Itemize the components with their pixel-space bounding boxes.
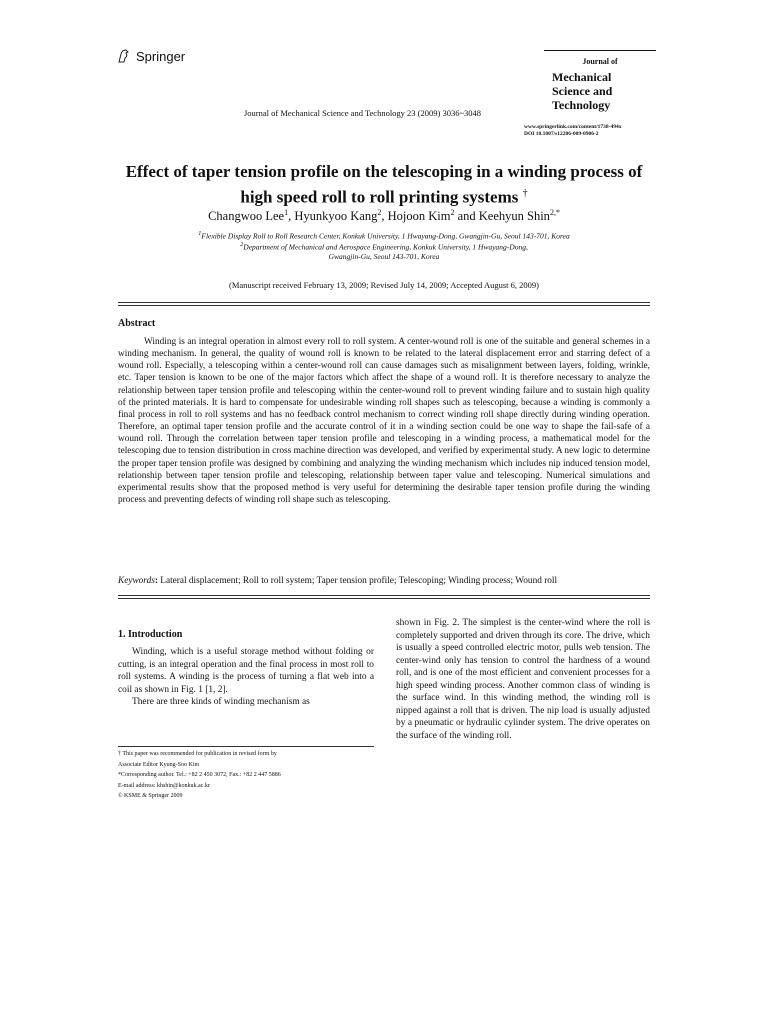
divider — [118, 598, 650, 599]
journal-url[interactable]: www.springerlink.com/content/1738-494x — [524, 124, 622, 130]
divider — [118, 302, 650, 303]
springer-horse-icon — [116, 48, 132, 64]
author-sep: and — [454, 209, 479, 224]
footnote-line: Associate Editor Kyung-Soo Kim — [118, 761, 200, 768]
title-dagger: † — [522, 188, 528, 199]
abstract-text: Winding is an integral operation in almost every roll to roll system. A center-wound roll is one of the suitable and general schemes in a winding mechanism. In general, the quality of wound roll is known to be related to the lateral displacement error and starring defect of a wound roll. Especially, a telescoping within a center-wound roll can cause damages such as misalignment between layers, folding, wrinkle, etc. Taper tension is known to be one of the major factors which affect the shape of a wound roll. It is therefore necessary to analyze the relationship between taper tension profile and telescoping within the center-wound roll to prevent winding failure and to sustain high quality of the printed materials. It is hard to compensate for undesirable winding roll shapes such as telescoping, because a winding is commonly a final process in roll to roll systems and has no feedback control mechanism to correct winding roll shape directly during winding operation. Therefore, an optimal taper tension profile and the accurate control of it in a winding section could be one way to shape the fail-safe of a wound roll. Through the correlation between taper tension profile and telescoping in a winding process, a mathematical model for the telescoping due to tension distribution in cross machine direction was developed, and verified by experimental study. A new logic to determine the proper taper tension profile was designed by combining and analyzing the winding mechanism which includes nip induced tension model, relationship between taper tension profile and telescoping, relationship between taper value and telescoping. Numerical simulations and experimental results show that the proposed method is very useful for determining the desirable taper tension profile during the winding process and preventing defects of winding roll shape such as telescoping. — [118, 337, 650, 506]
author-name: Hojoon Kim — [387, 209, 451, 224]
journal-box-title-3: Technology — [552, 98, 611, 112]
paragraph: Winding, which is a useful storage method without folding or cutting, is an integral operation and the final process in most roll to roll systems. A winding is the process of turning a flat web into a coil as shown in Fig. 1 [1, 2]. — [118, 647, 374, 695]
publisher-name: Springer — [136, 48, 186, 64]
journal-reference: Journal of Mechanical Science and Technology 23 (2009) 3036~3048 — [244, 108, 482, 118]
author-sep: , — [381, 209, 388, 224]
divider — [118, 305, 650, 306]
author-sup: 2 — [450, 208, 455, 217]
title-line-2: high speed roll to roll printing systems — [240, 187, 519, 207]
affiliation-sup: 2 — [240, 241, 244, 248]
journal-box-small: Journal of — [582, 57, 618, 66]
footnotes — [118, 749, 380, 802]
journal-urls — [524, 124, 621, 138]
affiliation-text: Flexible Display Roll to Roll Research Center, Konkuk University, 1 Hwayang-Dong, Gwangjin-Gu, Seoul 143-701, Korea — [201, 231, 570, 241]
title-line-2-wrap — [90, 183, 678, 209]
author-sup: 2 — [377, 208, 382, 217]
author-sep: , — [288, 209, 295, 224]
springer-logo — [116, 48, 185, 64]
footnote-line: E-mail address: khshin@konkuk.ac.kr — [118, 782, 210, 789]
title-line-1: Effect of taper tension profile on the telescoping in a winding process of — [125, 162, 643, 181]
affiliation-sup: 1 — [198, 230, 202, 237]
author-name: Keehyun Shin — [478, 209, 550, 224]
footnote-divider — [118, 746, 374, 747]
journal-box — [544, 50, 656, 112]
authors — [90, 208, 678, 224]
footnote-line: © KSME & Springer 2009 — [118, 793, 183, 799]
affiliation-text: Department of Mechanical and Aerospace Engineering, Konkuk University, 1 Hwayang-Dong, — [243, 242, 528, 252]
manuscript-dates: (Manuscript received February 13, 2009; Revised July 14, 2009; Accepted August 6, 2009) — [229, 280, 539, 290]
affiliation-text: Gwangjin-Gu, Seoul 143-701, Korea — [328, 252, 440, 261]
doi: DOI 10.1007/s12206-009-0906-2 — [524, 131, 599, 137]
author-name: Changwoo Lee — [208, 209, 285, 224]
paper-title — [90, 161, 678, 209]
abstract-heading: Abstract — [118, 318, 156, 329]
keywords-text: Lateral displacement; Roll to roll system; Taper tension profile; Telescoping; Winding process; Wound roll — [160, 576, 558, 586]
journal-box-title-1: Mechanical — [552, 70, 612, 84]
author-sup: 1 — [284, 208, 289, 217]
paragraph: shown in Fig. 2. The simplest is the center-wind where the roll is completely supported and driven through its core. The drive, which is usually a speed controlled electric motor, pulls web tension. The center-wind only has tension to control the hardness of a wound roll, and is one of the most efficient and convenient processes for a high speed winding process. Another common class of winding is the surface wind. In this winding method, the winding roll is nipped against a roll that is driven. The nip load is usually adjusted by a pneumatic or hydraulic cylinder system. The drive operates on the surface of the winding roll. — [396, 618, 650, 741]
keywords: Keywords: Lateral displacement; Roll to roll system; Taper tension profile; Telescoping; Winding process; Wound roll — [118, 576, 558, 586]
author-name: Hyunkyoo Kang — [294, 209, 378, 224]
affiliation-2 — [120, 240, 648, 253]
footnote-line: † This paper was recommended for publication in revised form by — [118, 751, 277, 757]
paragraph: There are three kinds of winding mechanism as — [132, 697, 310, 707]
keywords-label: Keywords — [118, 576, 155, 586]
affiliation-3 — [120, 252, 648, 262]
abstract-body — [118, 336, 650, 506]
intro-right-column — [396, 617, 650, 742]
journal-box-title-2: Science and — [552, 84, 613, 98]
author-sup: 2,* — [549, 208, 560, 217]
section-heading: 1. Introduction — [118, 629, 183, 640]
divider — [118, 595, 650, 596]
footnote-line: *Corresponding author. Tel.: +82 2 450 3072, Fax.: +82 2 447 5886 — [118, 772, 281, 778]
intro-left-column — [118, 646, 374, 709]
